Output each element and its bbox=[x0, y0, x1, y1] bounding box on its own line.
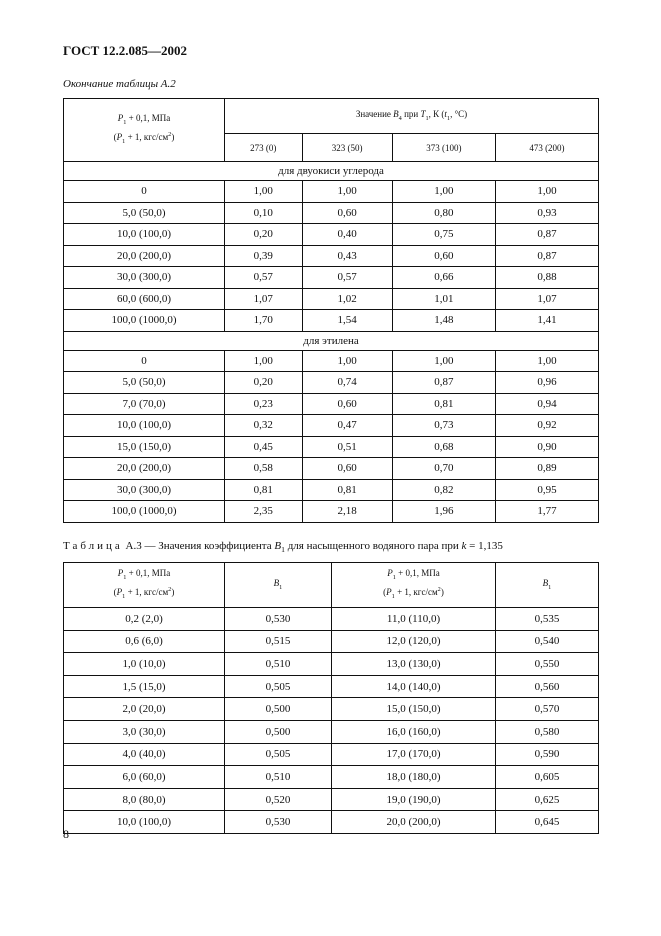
pressure-cell: 1,5 (15,0) bbox=[64, 675, 225, 698]
b1-value-cell: 0,570 bbox=[496, 698, 599, 721]
paren-close: ) bbox=[171, 132, 175, 142]
value-cell: 0,75 bbox=[392, 224, 495, 246]
table-row bbox=[64, 245, 599, 267]
pressure-cell: 100,0 (1000,0) bbox=[64, 310, 225, 332]
value-cell: 1,00 bbox=[302, 350, 392, 372]
table-row bbox=[64, 436, 599, 458]
pressure-cell: 6,0 (60,0) bbox=[64, 766, 225, 789]
pressure-unit-kgf: + 1, кгс/см bbox=[125, 587, 169, 597]
pressure-cell: 10,0 (100,0) bbox=[64, 224, 225, 246]
celsius-label: , °С) bbox=[450, 108, 468, 119]
table-row bbox=[64, 181, 599, 203]
value-cell: 0,20 bbox=[225, 224, 303, 246]
value-cell: 1,07 bbox=[495, 288, 598, 310]
caption-text-3: = 1,135 bbox=[466, 540, 503, 552]
value-cell: 0,57 bbox=[302, 267, 392, 289]
pressure-cell: 0 bbox=[64, 350, 225, 372]
table-row bbox=[64, 720, 599, 743]
kelvin-label: , К ( bbox=[428, 108, 445, 119]
value-cell: 1,02 bbox=[302, 288, 392, 310]
table-row bbox=[64, 501, 599, 523]
p-subscript: 1 bbox=[123, 574, 127, 581]
value-cell: 0,68 bbox=[392, 436, 495, 458]
pressure-cell: 0,6 (6,0) bbox=[64, 630, 225, 653]
value-cell: 0,95 bbox=[495, 479, 598, 501]
table-row bbox=[64, 372, 599, 394]
value-cell: 0,47 bbox=[302, 415, 392, 437]
p-symbol: P bbox=[117, 113, 124, 124]
caption-text-2: для насыщенного водяного пара при bbox=[284, 540, 462, 552]
pressure-cell: 15,0 (150,0) bbox=[332, 698, 496, 721]
value-cell: 0,87 bbox=[495, 245, 598, 267]
pressure-cell: 16,0 (160,0) bbox=[332, 720, 496, 743]
value-cell: 1,00 bbox=[495, 181, 598, 203]
value-cell: 0,58 bbox=[225, 458, 303, 480]
unit-superscript: 2 bbox=[168, 586, 172, 593]
b1-column-header bbox=[225, 563, 332, 608]
pressure-cell: 3,0 (30,0) bbox=[64, 720, 225, 743]
value-cell: 0,82 bbox=[392, 479, 495, 501]
table-row bbox=[64, 393, 599, 415]
value-column-header bbox=[225, 99, 599, 134]
b1-value-cell: 0,550 bbox=[496, 653, 599, 676]
value-cell: 0,87 bbox=[392, 372, 495, 394]
paren-close: ) bbox=[171, 587, 175, 597]
unit-superscript: 2 bbox=[437, 586, 441, 593]
table-row bbox=[64, 310, 599, 332]
b1-value-cell: 0,530 bbox=[225, 811, 332, 834]
value-cell: 1,41 bbox=[495, 310, 598, 332]
pressure-cell: 100,0 (1000,0) bbox=[64, 501, 225, 523]
value-cell: 1,54 bbox=[302, 310, 392, 332]
b1-value-cell: 0,645 bbox=[496, 811, 599, 834]
value-cell: 1,48 bbox=[392, 310, 495, 332]
pressure-cell: 10,0 (100,0) bbox=[64, 415, 225, 437]
value-cell: 1,77 bbox=[495, 501, 598, 523]
p-subscript-2: 1 bbox=[122, 137, 126, 145]
b1-value-cell: 0,560 bbox=[496, 675, 599, 698]
b1-value-cell: 0,530 bbox=[225, 608, 332, 631]
caption-number: А.3 bbox=[122, 540, 142, 552]
b1-value-cell: 0,520 bbox=[225, 788, 332, 811]
caption-b-symbol: B bbox=[274, 540, 282, 552]
value-cell: 0,57 bbox=[225, 267, 303, 289]
table-row bbox=[64, 288, 599, 310]
page-number: 8 bbox=[63, 827, 69, 841]
pressure-cell: 14,0 (140,0) bbox=[332, 675, 496, 698]
b1-value-cell: 0,540 bbox=[496, 630, 599, 653]
value-cell: 0,96 bbox=[495, 372, 598, 394]
paren-close: ) bbox=[440, 587, 444, 597]
value-cell: 0,23 bbox=[225, 393, 303, 415]
pressure-cell: 20,0 (200,0) bbox=[64, 245, 225, 267]
unit-superscript: 2 bbox=[168, 131, 172, 138]
table-row bbox=[64, 415, 599, 437]
pressure-cell: 17,0 (170,0) bbox=[332, 743, 496, 766]
value-cell: 0,10 bbox=[225, 202, 303, 224]
table-row bbox=[64, 608, 599, 631]
b1-value-cell: 0,535 bbox=[496, 608, 599, 631]
table-row bbox=[64, 766, 599, 789]
value-cell: 1,00 bbox=[495, 350, 598, 372]
pressure-cell: 5,0 (50,0) bbox=[64, 202, 225, 224]
value-cell: 0,60 bbox=[392, 245, 495, 267]
pressure-cell: 10,0 (100,0) bbox=[64, 811, 225, 834]
value-cell: 1,96 bbox=[392, 501, 495, 523]
b1-value-cell: 0,505 bbox=[225, 743, 332, 766]
section-row bbox=[64, 331, 599, 350]
caption-k-symbol: k bbox=[461, 540, 467, 552]
table-row bbox=[64, 811, 599, 834]
pressure-unit-kgf: + 1, кгс/см bbox=[125, 132, 169, 142]
value-cell: 0,43 bbox=[302, 245, 392, 267]
p-subscript: 1 bbox=[123, 119, 127, 126]
pressure-unit-mpa: + 0,1, МПа bbox=[126, 568, 171, 579]
b1-value-cell: 0,500 bbox=[225, 698, 332, 721]
b1-value-cell: 0,605 bbox=[496, 766, 599, 789]
value-cell: 0,93 bbox=[495, 202, 598, 224]
value-cell: 0,60 bbox=[302, 458, 392, 480]
p-symbol-2: P bbox=[116, 587, 123, 597]
temp-header: 323 (50) bbox=[302, 134, 392, 162]
table-row bbox=[64, 743, 599, 766]
p-subscript-2: 1 bbox=[122, 592, 126, 600]
b1-value-cell: 0,500 bbox=[225, 720, 332, 743]
b1-value-cell: 0,590 bbox=[496, 743, 599, 766]
temp-header: 473 (200) bbox=[495, 134, 598, 162]
standard-number: ГОСТ 12.2.085—2002 bbox=[63, 43, 188, 58]
table-row bbox=[64, 267, 599, 289]
caption-word: Таблица bbox=[63, 540, 123, 552]
value-cell: 0,51 bbox=[302, 436, 392, 458]
pressure-cell: 5,0 (50,0) bbox=[64, 372, 225, 394]
value-cell: 1,01 bbox=[392, 288, 495, 310]
p-symbol: P bbox=[117, 568, 124, 579]
value-cell: 1,00 bbox=[225, 350, 303, 372]
value-cell: 0,66 bbox=[392, 267, 495, 289]
pressure-unit-kgf: + 1, кгс/см bbox=[394, 587, 438, 597]
t2-symbol: t bbox=[444, 108, 447, 119]
value-cell: 0,80 bbox=[392, 202, 495, 224]
b1-value-cell: 0,510 bbox=[225, 766, 332, 789]
b1-column-header-2 bbox=[496, 563, 599, 608]
b1-value-cell: 0,510 bbox=[225, 653, 332, 676]
t2-subscript: 1 bbox=[446, 114, 451, 122]
paren-open: ( bbox=[383, 587, 387, 597]
table-row bbox=[64, 698, 599, 721]
table-row bbox=[64, 350, 599, 372]
section-title: для этилена bbox=[64, 331, 599, 350]
value-cell: 0,94 bbox=[495, 393, 598, 415]
table-row bbox=[64, 202, 599, 224]
paren-open: ( bbox=[113, 132, 117, 142]
value-cell: 1,00 bbox=[225, 181, 303, 203]
pressure-cell: 18,0 (180,0) bbox=[332, 766, 496, 789]
value-cell: 0,60 bbox=[302, 202, 392, 224]
paren-open: ( bbox=[113, 587, 117, 597]
pressure-unit-mpa: + 0,1, МПа bbox=[126, 113, 171, 124]
table-a3-caption bbox=[63, 540, 503, 554]
table-continuation-label: Окончание таблицы А.2 bbox=[63, 78, 176, 90]
pressure-unit-mpa: + 0,1, МПа bbox=[395, 568, 440, 579]
value-cell: 0,39 bbox=[225, 245, 303, 267]
b-subscript: 4 bbox=[398, 114, 402, 122]
table-row bbox=[64, 675, 599, 698]
p-symbol-2: P bbox=[116, 132, 123, 142]
pressure-cell: 19,0 (190,0) bbox=[332, 788, 496, 811]
value-cell: 0,32 bbox=[225, 415, 303, 437]
value-cell: 0,88 bbox=[495, 267, 598, 289]
pressure-cell: 30,0 (300,0) bbox=[64, 267, 225, 289]
t-subscript: 1 bbox=[425, 114, 429, 122]
b-symbol: B bbox=[542, 577, 549, 588]
b-subscript: 1 bbox=[279, 583, 283, 591]
b1-value-cell: 0,505 bbox=[225, 675, 332, 698]
value-cell: 0,89 bbox=[495, 458, 598, 480]
table-a3 bbox=[63, 562, 599, 834]
b-symbol: B bbox=[273, 577, 280, 588]
pressure-cell: 8,0 (80,0) bbox=[64, 788, 225, 811]
value-cell: 0,81 bbox=[392, 393, 495, 415]
value-cell: 1,00 bbox=[392, 350, 495, 372]
section-row bbox=[64, 162, 599, 181]
value-cell: 0,74 bbox=[302, 372, 392, 394]
value-cell: 0,20 bbox=[225, 372, 303, 394]
pressure-cell: 4,0 (40,0) bbox=[64, 743, 225, 766]
value-cell: 0,87 bbox=[495, 224, 598, 246]
value-cell: 1,00 bbox=[392, 181, 495, 203]
value-cell: 2,35 bbox=[225, 501, 303, 523]
p-subscript: 1 bbox=[392, 574, 396, 581]
temp-header: 273 (0) bbox=[225, 134, 303, 162]
value-cell: 0,92 bbox=[495, 415, 598, 437]
value-label: Значение bbox=[355, 108, 394, 119]
caption-b-subscript: 1 bbox=[281, 545, 285, 555]
pressure-column-header bbox=[64, 563, 225, 608]
pressure-cell: 12,0 (120,0) bbox=[332, 630, 496, 653]
value-cell: 0,70 bbox=[392, 458, 495, 480]
pressure-cell: 0 bbox=[64, 181, 225, 203]
pressure-cell: 7,0 (70,0) bbox=[64, 393, 225, 415]
pressure-cell: 11,0 (110,0) bbox=[332, 608, 496, 631]
value-cell: 0,81 bbox=[302, 479, 392, 501]
pressure-cell: 1,0 (10,0) bbox=[64, 653, 225, 676]
t-symbol: T bbox=[420, 108, 426, 119]
p-symbol-2: P bbox=[386, 587, 392, 597]
value-cell: 2,18 bbox=[302, 501, 392, 523]
table-row bbox=[64, 458, 599, 480]
pressure-cell: 2,0 (20,0) bbox=[64, 698, 225, 721]
b1-value-cell: 0,515 bbox=[225, 630, 332, 653]
value-cell: 1,00 bbox=[302, 181, 392, 203]
value-cell: 0,81 bbox=[225, 479, 303, 501]
at-label: при bbox=[401, 108, 421, 119]
b1-value-cell: 0,625 bbox=[496, 788, 599, 811]
caption-text: — Значения коэффициента bbox=[141, 540, 275, 552]
value-cell: 0,45 bbox=[225, 436, 303, 458]
pressure-cell: 60,0 (600,0) bbox=[64, 288, 225, 310]
b1-value-cell: 0,580 bbox=[496, 720, 599, 743]
value-cell: 1,70 bbox=[225, 310, 303, 332]
table-row bbox=[64, 788, 599, 811]
table-row bbox=[64, 630, 599, 653]
table-row bbox=[64, 653, 599, 676]
table-row bbox=[64, 224, 599, 246]
value-cell: 0,60 bbox=[302, 393, 392, 415]
temp-header: 373 (100) bbox=[392, 134, 495, 162]
value-cell: 0,40 bbox=[302, 224, 392, 246]
b-symbol: B bbox=[393, 108, 399, 119]
pressure-cell: 20,0 (200,0) bbox=[64, 458, 225, 480]
section-title: для двуокиси углерода bbox=[64, 162, 599, 181]
value-cell: 0,90 bbox=[495, 436, 598, 458]
table-a2 bbox=[63, 98, 599, 523]
pressure-cell: 13,0 (130,0) bbox=[332, 653, 496, 676]
pressure-column-header-2 bbox=[332, 563, 496, 608]
table-row bbox=[64, 479, 599, 501]
p-symbol: P bbox=[387, 568, 393, 579]
pressure-cell: 15,0 (150,0) bbox=[64, 436, 225, 458]
pressure-cell: 30,0 (300,0) bbox=[64, 479, 225, 501]
pressure-cell: 20,0 (200,0) bbox=[332, 811, 496, 834]
b-subscript: 1 bbox=[548, 583, 552, 591]
p-subscript-2: 1 bbox=[391, 592, 395, 600]
value-cell: 0,73 bbox=[392, 415, 495, 437]
value-cell: 1,07 bbox=[225, 288, 303, 310]
pressure-column-header bbox=[64, 99, 225, 162]
pressure-cell: 0,2 (2,0) bbox=[64, 608, 225, 631]
